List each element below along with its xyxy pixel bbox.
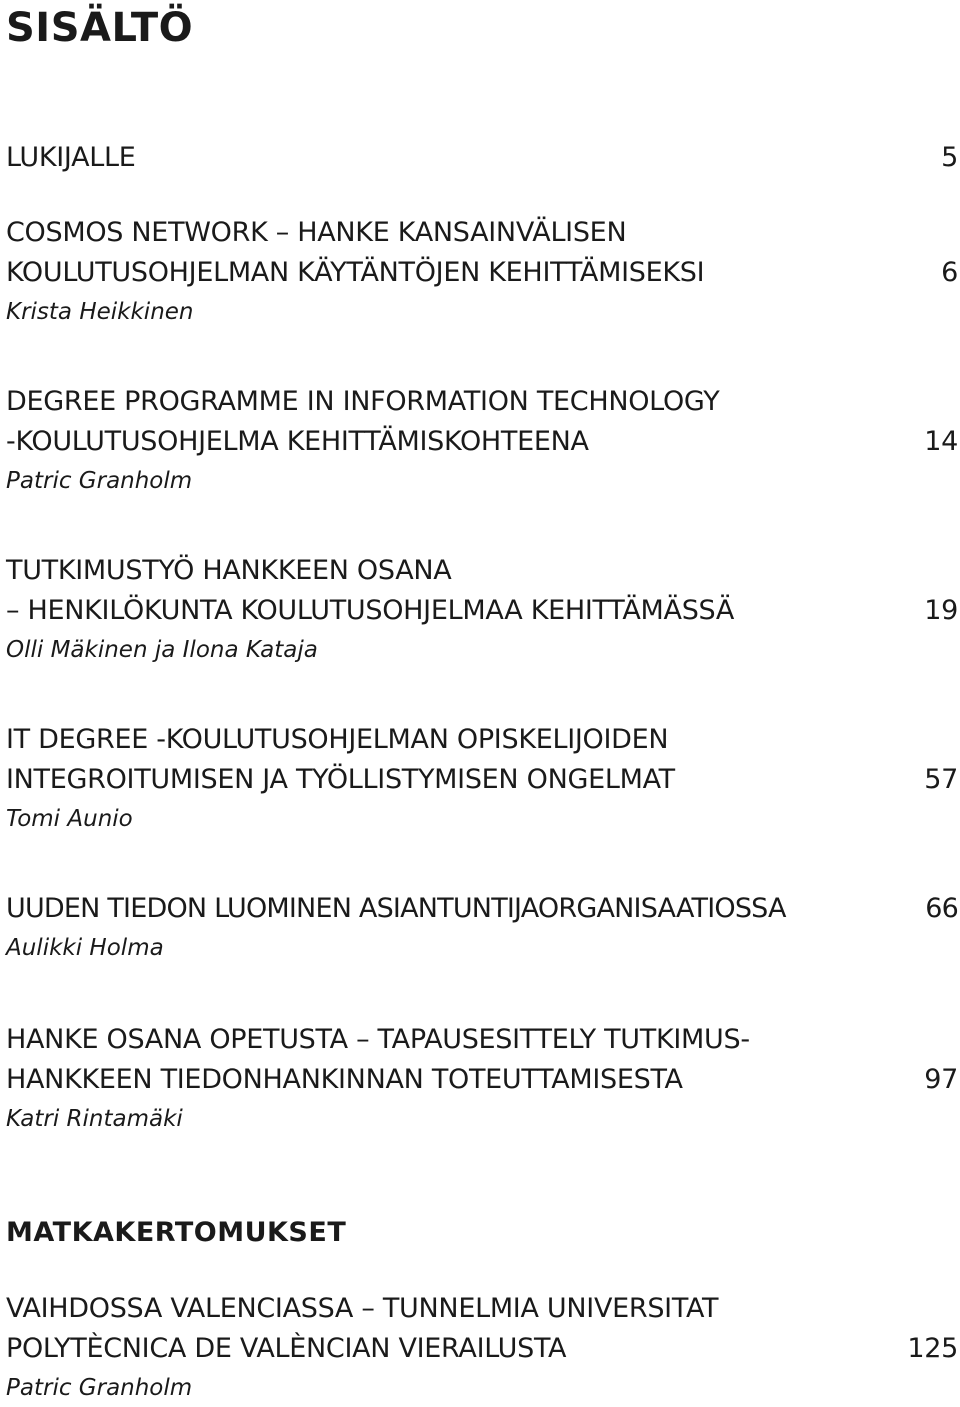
toc-entry-title	[6, 1060, 958, 1100]
page-title: SISÄLTÖ	[6, 5, 194, 51]
toc-entry-lukijalle[interactable]	[6, 138, 958, 178]
toc-entry-title-line: – HENKILÖKUNTA KOULUTUSOHJELMAA KEHITTÄMÄSSÄ	[6, 595, 735, 626]
toc-page-number: 66	[925, 893, 958, 924]
toc-entry-author: Olli Mäkinen ja Ilona Kataja	[6, 637, 318, 663]
toc-entry-title	[6, 422, 958, 462]
toc-entry-title	[6, 382, 958, 422]
toc-entry-title-line: IT DEGREE -KOULUTUSOHJELMAN OPISKELIJOIDEN	[6, 724, 669, 755]
toc-entry-uuden-tiedon[interactable]	[6, 889, 958, 967]
toc-entry-author: Katri Rintamäki	[6, 1106, 183, 1132]
toc-page-number: 6	[941, 257, 958, 288]
toc-entry-hanke-osana-opetusta[interactable]	[6, 1020, 958, 1138]
toc-page-number: 97	[924, 1064, 958, 1095]
toc-entry-title-line: HANKKEEN TIEDONHANKINNAN TOTEUTTAMISESTA	[6, 1064, 683, 1095]
toc-page-number: 125	[907, 1333, 958, 1364]
toc-entry-title-line: HANKE OSANA OPETUSTA – TAPAUSESITTELY TUTKIMUS-	[6, 1024, 750, 1055]
toc-entry-title-line: -KOULUTUSOHJELMA KEHITTÄMISKOHTEENA	[6, 426, 589, 457]
toc-entry-title	[6, 253, 958, 293]
toc-entry-title	[6, 1289, 958, 1329]
toc-entry-title	[6, 591, 958, 631]
toc-page-number: 19	[924, 595, 958, 626]
toc-page-number: 57	[924, 764, 958, 795]
toc-entry-vaihdossa-valenciassa[interactable]	[6, 1289, 958, 1407]
toc-entry-title	[6, 1020, 958, 1060]
toc-entry-title	[6, 760, 958, 800]
toc-entry-title	[6, 1329, 958, 1369]
toc-entry-author: Patric Granholm	[6, 468, 193, 494]
toc-entry-title-line: INTEGROITUMISEN JA TYÖLLISTYMISEN ONGELMAT	[6, 764, 675, 795]
toc-entry-author: Krista Heikkinen	[6, 299, 194, 325]
toc-entry-degree-programme[interactable]	[6, 382, 958, 500]
toc-entry-it-degree[interactable]	[6, 720, 958, 838]
toc-entry-title	[6, 551, 958, 591]
toc-entry-title-line: UUDEN TIEDON LUOMINEN ASIANTUNTIJAORGANISAATIOSSA	[6, 893, 786, 924]
toc-entry-tutkimustyo[interactable]	[6, 551, 958, 669]
toc-entry-author: Tomi Aunio	[6, 806, 133, 832]
toc-entry-author: Aulikki Holma	[6, 935, 164, 961]
toc-entry-title-line: DEGREE PROGRAMME IN INFORMATION TECHNOLOGY	[6, 386, 720, 417]
toc-entry-title-line: VAIHDOSSA VALENCIASSA – TUNNELMIA UNIVERSITAT	[6, 1293, 719, 1324]
toc-page-number: 5	[941, 142, 958, 173]
toc-entry-title	[6, 889, 958, 929]
toc-page-number: 14	[924, 426, 958, 457]
toc-entry-author: Patric Granholm	[6, 1375, 193, 1401]
toc-entry-title-line: COSMOS NETWORK – HANKE KANSAINVÄLISEN	[6, 217, 627, 248]
toc-entry-title	[6, 720, 958, 760]
toc-entry-cosmos-network[interactable]	[6, 213, 958, 331]
toc-entry-title-line: KOULUTUSOHJELMAN KÄYTÄNTÖJEN KEHITTÄMISEKSI	[6, 257, 705, 288]
toc-entry-title-line: POLYTÈCNICA DE VALÈNCIAN VIERAILUSTA	[6, 1333, 567, 1364]
toc-entry-title-line: LUKIJALLE	[6, 142, 136, 173]
toc-entry-title-line: TUTKIMUSTYÖ HANKKEEN OSANA	[6, 555, 452, 586]
section-heading: MATKAKERTOMUKSET	[6, 1217, 347, 1248]
toc-entry-title	[6, 138, 958, 178]
toc-entry-title	[6, 213, 958, 253]
